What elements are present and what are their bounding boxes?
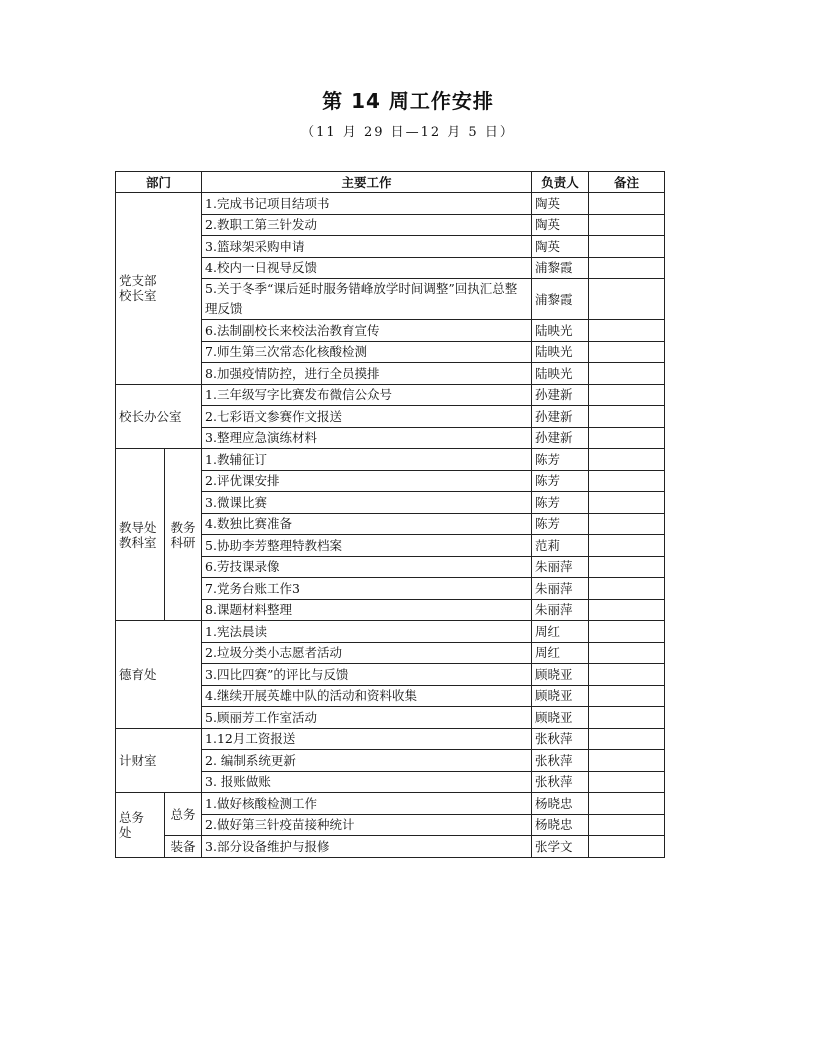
owner-cell: 陶英 (532, 214, 589, 236)
work-cell: 3.部分设备维护与报修 (202, 836, 532, 858)
note-cell (589, 492, 665, 514)
owner-cell: 陈芳 (532, 470, 589, 492)
owner-cell: 陶英 (532, 193, 589, 215)
work-cell: 3.整理应急演练材料 (202, 427, 532, 449)
work-cell: 2. 编制系统更新 (202, 750, 532, 772)
note-cell (589, 279, 665, 320)
owner-cell: 顾晓亚 (532, 664, 589, 686)
owner-cell: 陆映光 (532, 363, 589, 385)
sub-dept-cell: 装备 (165, 836, 202, 858)
owner-cell: 孙建新 (532, 427, 589, 449)
work-cell: 8.课题材料整理 (202, 599, 532, 621)
note-cell (589, 728, 665, 750)
note-cell (589, 384, 665, 406)
note-cell (589, 449, 665, 471)
owner-cell: 陈芳 (532, 449, 589, 471)
work-cell: 5.关于冬季“课后延时服务错峰放学时间调整”回执汇总整理反馈 (202, 279, 532, 320)
work-cell: 3.四比四赛”的评比与反馈 (202, 664, 532, 686)
owner-cell: 范莉 (532, 535, 589, 557)
work-cell: 1.宪法晨读 (202, 621, 532, 643)
date-range: （11 月 29 日—12 月 5 日） (301, 125, 515, 140)
table-row (116, 621, 665, 643)
work-cell: 6.法制副校长来校法治教育宣传 (202, 320, 532, 342)
note-cell (589, 193, 665, 215)
note-cell (589, 427, 665, 449)
work-cell: 5.协助李芳整理特教档案 (202, 535, 532, 557)
owner-cell: 陈芳 (532, 492, 589, 514)
owner-cell: 顾晓亚 (532, 685, 589, 707)
note-cell (589, 320, 665, 342)
work-cell: 3.微课比赛 (202, 492, 532, 514)
note-cell (589, 578, 665, 600)
table-row (116, 836, 665, 858)
owner-cell: 陈芳 (532, 513, 589, 535)
owner-cell: 陶英 (532, 236, 589, 258)
owner-cell: 朱丽萍 (532, 578, 589, 600)
owner-cell: 朱丽萍 (532, 556, 589, 578)
note-cell (589, 642, 665, 664)
work-cell: 3.篮球架采购申请 (202, 236, 532, 258)
table-row (116, 193, 665, 215)
sub-dept-cell: 教务 科研 (165, 449, 202, 621)
work-cell: 2.做好第三针疫苗接种统计 (202, 814, 532, 836)
owner-cell: 孙建新 (532, 406, 589, 428)
note-cell (589, 214, 665, 236)
note-cell (589, 707, 665, 729)
note-cell (589, 535, 665, 557)
dept-cell: 计财室 (116, 728, 202, 793)
note-cell (589, 599, 665, 621)
note-cell (589, 621, 665, 643)
owner-cell: 张秋萍 (532, 750, 589, 772)
table-row (116, 384, 665, 406)
dept-cell: 总务 处 (116, 793, 165, 858)
owner-cell: 张秋萍 (532, 771, 589, 793)
owner-cell: 杨晓忠 (532, 814, 589, 836)
work-cell: 4.数独比赛准备 (202, 513, 532, 535)
note-cell (589, 470, 665, 492)
owner-cell: 张学文 (532, 836, 589, 858)
work-cell: 5.顾丽芳工作室活动 (202, 707, 532, 729)
owner-cell: 杨晓忠 (532, 793, 589, 815)
owner-cell: 浦黎霞 (532, 279, 589, 320)
header-row (116, 172, 665, 193)
sub-dept-cell: 总务 (165, 793, 202, 836)
note-cell (589, 664, 665, 686)
note-cell (589, 236, 665, 258)
note-cell (589, 814, 665, 836)
note-cell (589, 771, 665, 793)
owner-cell: 周红 (532, 642, 589, 664)
header-dept: 部门 (116, 172, 202, 193)
note-cell (589, 257, 665, 279)
owner-cell: 陆映光 (532, 341, 589, 363)
work-cell: 4.继续开展英雄中队的活动和资料收集 (202, 685, 532, 707)
dept-cell: 校长办公室 (116, 384, 202, 449)
work-cell: 1.完成书记项目结项书 (202, 193, 532, 215)
work-cell: 2.七彩语文参赛作文报送 (202, 406, 532, 428)
work-cell: 2.评优课安排 (202, 470, 532, 492)
work-cell: 1.做好核酸检测工作 (202, 793, 532, 815)
header-note: 备注 (589, 172, 665, 193)
owner-cell: 朱丽萍 (532, 599, 589, 621)
note-cell (589, 750, 665, 772)
work-cell: 6.劳技课录像 (202, 556, 532, 578)
owner-cell: 顾晓亚 (532, 707, 589, 729)
note-cell (589, 685, 665, 707)
note-cell (589, 793, 665, 815)
owner-cell: 浦黎霞 (532, 257, 589, 279)
header-work: 主要工作 (202, 172, 532, 193)
dept-cell: 教导处 教科室 (116, 449, 165, 621)
table-row (116, 728, 665, 750)
work-cell: 1.三年级写字比赛发布微信公众号 (202, 384, 532, 406)
note-cell (589, 836, 665, 858)
owner-cell: 张秋萍 (532, 728, 589, 750)
work-cell: 1.12月工资报送 (202, 728, 532, 750)
note-cell (589, 513, 665, 535)
header-owner: 负责人 (532, 172, 589, 193)
note-cell (589, 363, 665, 385)
note-cell (589, 556, 665, 578)
work-cell: 3. 报账做账 (202, 771, 532, 793)
work-cell: 8.加强疫情防控，进行全员摸排 (202, 363, 532, 385)
owner-cell: 孙建新 (532, 384, 589, 406)
work-cell: 7.党务台账工作3 (202, 578, 532, 600)
work-cell: 2.教职工第三针发动 (202, 214, 532, 236)
schedule-table (115, 171, 665, 858)
table-row (116, 449, 665, 471)
owner-cell: 周红 (532, 621, 589, 643)
owner-cell: 陆映光 (532, 320, 589, 342)
work-cell: 4.校内一日视导反馈 (202, 257, 532, 279)
work-cell: 7.师生第三次常态化核酸检测 (202, 341, 532, 363)
work-cell: 2.垃圾分类小志愿者活动 (202, 642, 532, 664)
note-cell (589, 341, 665, 363)
work-cell: 1.教辅征订 (202, 449, 532, 471)
note-cell (589, 406, 665, 428)
page-title: 第 14 周工作安排 (322, 89, 494, 113)
table-row (116, 793, 665, 815)
dept-cell: 党支部 校长室 (116, 193, 202, 385)
dept-cell: 德育处 (116, 621, 202, 729)
